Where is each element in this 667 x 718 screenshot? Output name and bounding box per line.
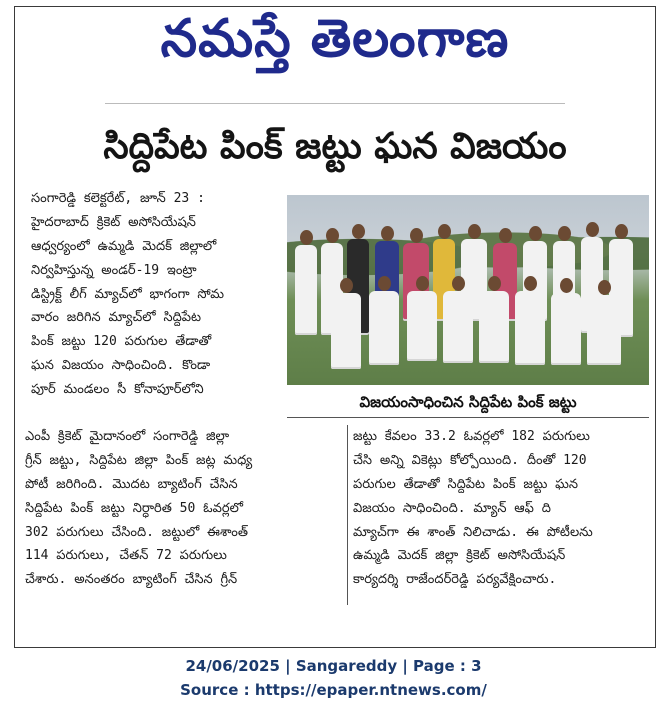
team-photo — [287, 195, 649, 385]
article-line: పరుగుల తేడాతో సిద్దిపేట పింక్ జట్టు ఘన — [353, 476, 579, 492]
player-figure — [443, 291, 473, 363]
newspaper-clipping — [14, 6, 656, 648]
player-figure — [479, 291, 509, 363]
source-link[interactable]: Source : https://epaper.ntnews.com/ — [180, 681, 487, 699]
article-line: సంగారెడ్డి కలెక్టరేట్, జూన్ 23 : — [31, 191, 205, 206]
article-right-column — [353, 425, 643, 592]
player-figure — [587, 295, 621, 365]
article-line: ఎంపీ క్రికెట్ మైదానంలో సంగారెడ్డి జిల్లా — [25, 429, 230, 444]
player-figure — [515, 291, 545, 365]
article-line: చేసి అన్ని వికెట్లు కోల్పోయింది. దీంతో 120 — [353, 452, 587, 468]
article-line: కార్యదర్శి రాజేందర్‌రెడ్డి పర్యవేక్షించారు. — [353, 572, 557, 588]
player-figure — [551, 293, 581, 365]
newspaper-masthead: నమస్తే తెలంగాణ — [160, 8, 510, 69]
article-line: సిద్దిపేట పింక్ జట్టు నిర్ధారిత 50 ఓవర్లలో — [25, 500, 243, 516]
article-line: మ్యాచ్‌గా ఈ శాంత్ నిలిచాడు. ఈ పోటీలను — [353, 524, 593, 540]
edition-info: 24/06/2025 | Sangareddy | Page : 3 — [185, 657, 482, 675]
masthead-divider — [105, 103, 565, 104]
column-divider — [347, 425, 348, 605]
article-line: జట్టు కేవలం 33.2 ఓవర్లలో 182 పరుగులు — [353, 429, 590, 444]
article-line: 114 పరుగులు, చేతన్ 72 పరుగులు — [25, 548, 227, 564]
player-figure — [295, 245, 317, 335]
article-line: ఆధ్వర్యంలో ఉమ్మడి మెదక్ జిల్లాలో — [31, 238, 217, 254]
player-figure — [369, 291, 399, 365]
article-headline: సిద్దిపేట పింక్ జట్టు ఘన విజయం — [103, 126, 567, 167]
article-line: వారం జరిగిన మ్యాచ్‌లో సిద్దిపేట — [31, 310, 202, 326]
article-line: డిస్ట్రిక్ట్ లీగ్ మ్యాచ్‌లో భాగంగా సోమ — [31, 286, 225, 302]
article-left-column — [31, 187, 281, 402]
article-line: నిర్వహిస్తున్న అండర్-19 ఇంట్రా — [31, 262, 197, 278]
article-line: ఘన విజయం సాధించింది. కొండా — [31, 358, 211, 374]
article-line: చేశారు. అనంతరం బ్యాటింగ్ చేసిన గ్రీన్ — [25, 572, 238, 588]
article-line: విజయం సాధించింది. మ్యాన్ ఆఫ్ ది — [353, 500, 551, 516]
article-line: 302 పరుగులు చేసింది. జట్టులో ఈశాంత్ — [25, 524, 248, 540]
photo-caption: విజయంసాధించిన సిద్దిపేట పింక్ జట్టు — [287, 387, 649, 418]
player-figure — [331, 293, 361, 369]
player-figure — [407, 291, 437, 361]
article-line: హైదరాబాద్ క్రికెట్ అసోసియేషన్ — [31, 214, 196, 230]
article-line: పింక్ జట్టు 120 పరుగుల తేడాతో — [31, 334, 212, 350]
article-line: గ్రీన్ జట్టు, సిద్దిపేట జిల్లా పింక్ జట్ల మధ్య — [25, 452, 253, 468]
article-line: పూర్ మండలం సీ కోనాపూర్‌లోని — [31, 382, 204, 398]
article-line: ఉమ్మడి మెదక్ జిల్లా క్రికెట్ అసోసియేషన్ — [353, 548, 566, 564]
article-line: పోటీ జరిగింది. మొదట బ్యాటింగ్ చేసిన — [25, 476, 238, 492]
